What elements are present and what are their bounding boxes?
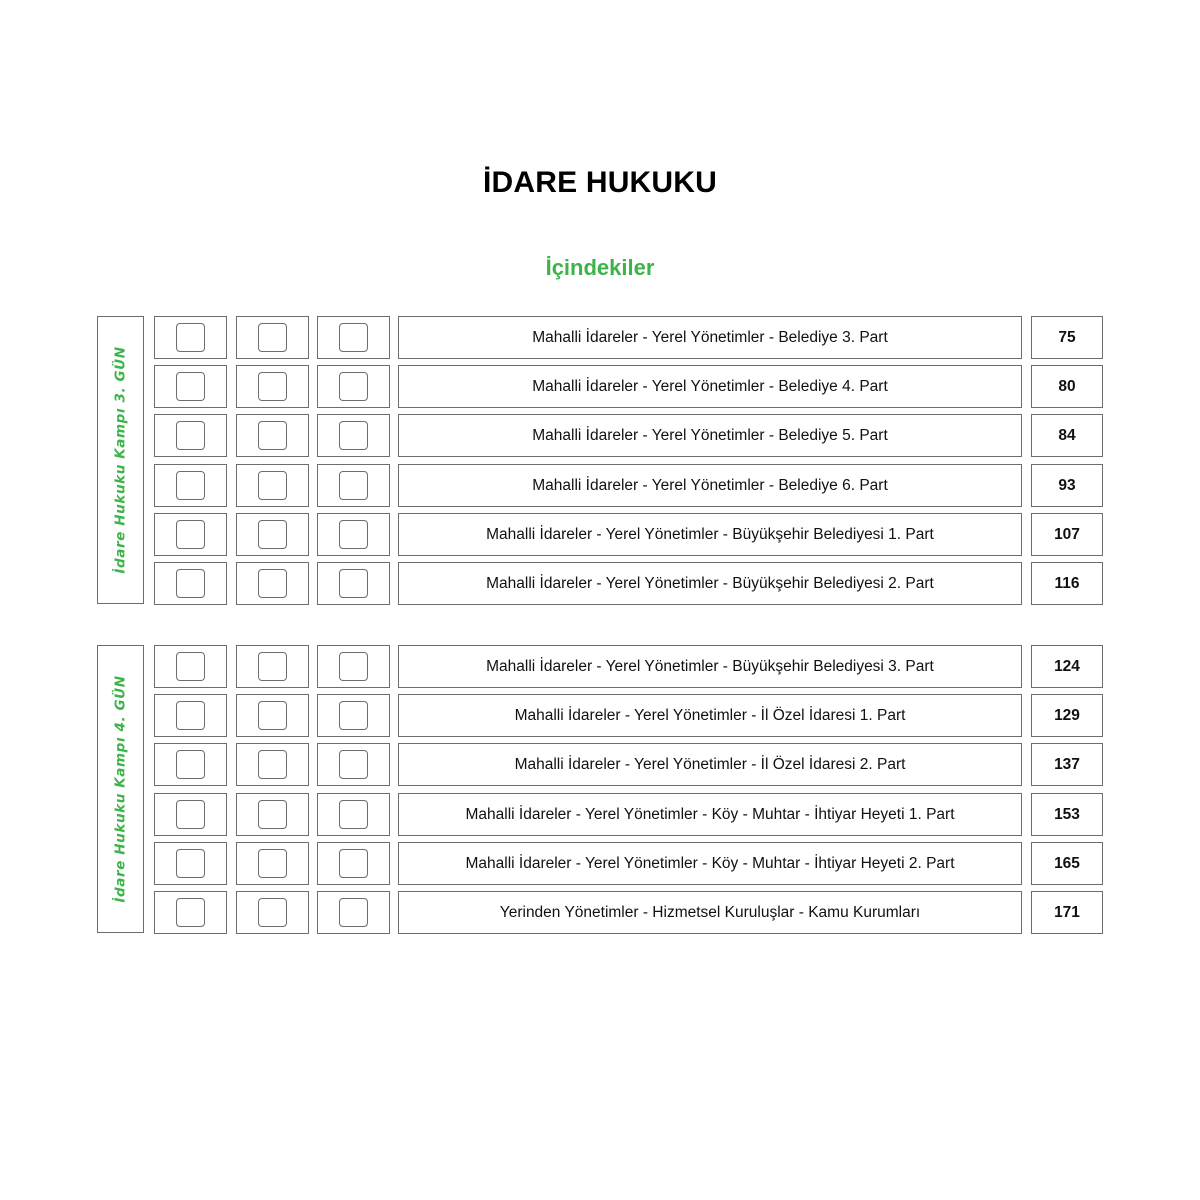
topic-cell: Mahalli İdareler - Yerel Yönetimler - Belediye 4. Part	[398, 365, 1022, 408]
checkbox-cell	[317, 464, 390, 507]
checkbox-cell	[236, 365, 309, 408]
page-number-cell: 129	[1031, 694, 1103, 737]
checkbox-cell	[236, 645, 309, 688]
table-row	[154, 645, 1103, 688]
table-row	[154, 694, 1103, 737]
topic-cell: Mahalli İdareler - Yerel Yönetimler - İl Özel İdaresi 1. Part	[398, 694, 1022, 737]
table-row	[154, 891, 1103, 934]
checkbox-cell	[154, 743, 227, 786]
topic-cell: Mahalli İdareler - Yerel Yönetimler - Belediye 6. Part	[398, 464, 1022, 507]
checkbox-3[interactable]	[339, 323, 368, 352]
topic-cell: Mahalli İdareler - Yerel Yönetimler - Belediye 5. Part	[398, 414, 1022, 457]
table-row	[154, 464, 1103, 507]
checkbox-2[interactable]	[258, 421, 287, 450]
checkbox-1[interactable]	[176, 569, 205, 598]
table-row	[154, 365, 1103, 408]
checkbox-2[interactable]	[258, 800, 287, 829]
checkbox-3[interactable]	[339, 372, 368, 401]
table-row	[154, 513, 1103, 556]
checkbox-cell	[154, 414, 227, 457]
checkbox-2[interactable]	[258, 520, 287, 549]
checkbox-cell	[317, 694, 390, 737]
checkbox-2[interactable]	[258, 898, 287, 927]
section-label-text: İdare Hukuku Kampı 3. GÜN	[112, 346, 129, 574]
page-number-cell: 116	[1031, 562, 1103, 605]
checkbox-2[interactable]	[258, 372, 287, 401]
section-label-text: İdare Hukuku Kampı 4. GÜN	[112, 675, 129, 903]
checkbox-cell	[236, 891, 309, 934]
checkbox-2[interactable]	[258, 750, 287, 779]
topic-cell: Mahalli İdareler - Yerel Yönetimler - Köy - Muhtar - İhtiyar Heyeti 2. Part	[398, 842, 1022, 885]
checkbox-2[interactable]	[258, 323, 287, 352]
checkbox-3[interactable]	[339, 849, 368, 878]
topic-cell: Mahalli İdareler - Yerel Yönetimler - İl Özel İdaresi 2. Part	[398, 743, 1022, 786]
page-number-cell: 153	[1031, 793, 1103, 836]
checkbox-2[interactable]	[258, 652, 287, 681]
checkbox-cell	[154, 891, 227, 934]
table-row	[154, 793, 1103, 836]
page-number-cell: 124	[1031, 645, 1103, 688]
checkbox-1[interactable]	[176, 471, 205, 500]
checkbox-cell	[317, 842, 390, 885]
table-row	[154, 562, 1103, 605]
topic-cell: Mahalli İdareler - Yerel Yönetimler - Büyükşehir Belediyesi 1. Part	[398, 513, 1022, 556]
checkbox-3[interactable]	[339, 652, 368, 681]
checkbox-cell	[154, 645, 227, 688]
checkbox-3[interactable]	[339, 898, 368, 927]
checkbox-cell	[236, 562, 309, 605]
checkbox-3[interactable]	[339, 701, 368, 730]
topic-cell: Mahalli İdareler - Yerel Yönetimler - Büyükşehir Belediyesi 2. Part	[398, 562, 1022, 605]
page-number-cell: 80	[1031, 365, 1103, 408]
page-number-cell: 171	[1031, 891, 1103, 934]
checkbox-cell	[317, 414, 390, 457]
checkbox-cell	[317, 365, 390, 408]
page-number-cell: 93	[1031, 464, 1103, 507]
checkbox-cell	[236, 464, 309, 507]
checkbox-cell	[317, 316, 390, 359]
checkbox-1[interactable]	[176, 372, 205, 401]
page-number-cell: 137	[1031, 743, 1103, 786]
checkbox-1[interactable]	[176, 520, 205, 549]
checkbox-cell	[154, 793, 227, 836]
checkbox-2[interactable]	[258, 471, 287, 500]
checkbox-cell	[317, 645, 390, 688]
topic-cell: Mahalli İdareler - Yerel Yönetimler - Büyükşehir Belediyesi 3. Part	[398, 645, 1022, 688]
checkbox-1[interactable]	[176, 849, 205, 878]
checkbox-1[interactable]	[176, 750, 205, 779]
table-row	[154, 316, 1103, 359]
checkbox-cell	[317, 562, 390, 605]
checkbox-2[interactable]	[258, 849, 287, 878]
checkbox-cell	[236, 694, 309, 737]
checkbox-3[interactable]	[339, 569, 368, 598]
checkbox-3[interactable]	[339, 750, 368, 779]
checkbox-3[interactable]	[339, 471, 368, 500]
topic-cell: Yerinden Yönetimler - Hizmetsel Kuruluşlar - Kamu Kurumları	[398, 891, 1022, 934]
checkbox-cell	[154, 316, 227, 359]
checkbox-2[interactable]	[258, 569, 287, 598]
checkbox-1[interactable]	[176, 701, 205, 730]
checkbox-cell	[317, 793, 390, 836]
checkbox-1[interactable]	[176, 898, 205, 927]
checkbox-cell	[236, 414, 309, 457]
page-number-cell: 165	[1031, 842, 1103, 885]
page-title: İDARE HUKUKU	[482, 166, 718, 199]
checkbox-3[interactable]	[339, 421, 368, 450]
checkbox-cell	[317, 513, 390, 556]
checkbox-1[interactable]	[176, 323, 205, 352]
topic-cell: Mahalli İdareler - Yerel Yönetimler - Köy - Muhtar - İhtiyar Heyeti 1. Part	[398, 793, 1022, 836]
topic-cell: Mahalli İdareler - Yerel Yönetimler - Belediye 3. Part	[398, 316, 1022, 359]
checkbox-1[interactable]	[176, 421, 205, 450]
checkbox-3[interactable]	[339, 800, 368, 829]
checkbox-cell	[236, 513, 309, 556]
table-row	[154, 743, 1103, 786]
checkbox-cell	[236, 842, 309, 885]
checkbox-cell	[236, 743, 309, 786]
checkbox-cell	[154, 513, 227, 556]
page-number-cell: 84	[1031, 414, 1103, 457]
checkbox-cell	[154, 694, 227, 737]
table-row	[154, 842, 1103, 885]
section-side-label	[97, 316, 144, 604]
checkbox-1[interactable]	[176, 652, 205, 681]
section-side-label	[97, 645, 144, 933]
checkbox-cell	[236, 793, 309, 836]
checkbox-cell	[317, 743, 390, 786]
table-row	[154, 414, 1103, 457]
checkbox-cell	[154, 365, 227, 408]
page-number-cell: 75	[1031, 316, 1103, 359]
checkbox-1[interactable]	[176, 800, 205, 829]
checkbox-cell	[317, 891, 390, 934]
checkbox-cell	[154, 842, 227, 885]
page-number-cell: 107	[1031, 513, 1103, 556]
checkbox-cell	[154, 562, 227, 605]
contents-heading: İçindekiler	[545, 255, 655, 280]
checkbox-cell	[236, 316, 309, 359]
checkbox-2[interactable]	[258, 701, 287, 730]
checkbox-cell	[154, 464, 227, 507]
checkbox-3[interactable]	[339, 520, 368, 549]
